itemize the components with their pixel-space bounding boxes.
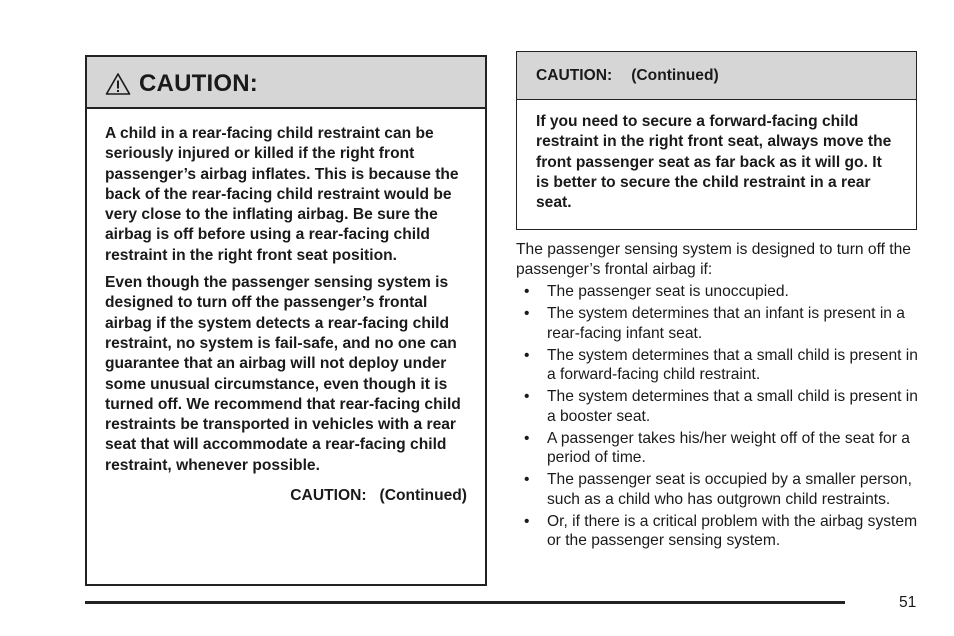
bullet-glyph: • [524,283,530,300]
caution-box [85,55,487,586]
list-item-text: A passenger takes his/her weight off of the seat for a period of time. [547,429,910,466]
footer-rule [85,601,845,604]
bullet-glyph: • [524,305,530,322]
list-item-text: The system determines that an infant is present in a rear-facing infant seat. [547,305,905,342]
caution-body [87,109,485,505]
warning-triangle-icon [105,72,131,96]
list-item [516,429,921,468]
body-text [516,240,921,553]
list-item [516,346,921,385]
caution-continued-body [517,100,916,213]
bullet-glyph: • [524,429,530,447]
page-number: 51 [899,594,917,611]
caution-paragraph: If you need to secure a forward-facing child restraint in the right front seat, always move the front passenger seat as far back as it will go. It is better to secure the child restraint in a rear seat. [536,113,892,212]
list-item-text: The passenger seat is unoccupied. [547,283,789,300]
caution-continued-box [516,51,917,230]
intro-paragraph: The passenger sensing system is designed to turn off the passenger’s frontal airbag if: [516,241,911,278]
caution-paragraph: Even though the passenger sensing system is designed to turn off the passenger’s frontal airbag if the system detects a rear-facing child restraint, no system is fail-safe, and no one can guarantee that an airbag will not deploy under some unusual circumstance, even though it is turned off. We recommend that rear-facing child restraints be transported in vehicles with a rear seat that will accommodate a rear-facing child restraint, whenever possible. [105,274,461,474]
list-item [516,470,921,509]
list-item [516,282,921,302]
caution-continued-label: CAUTION: (Continued) [290,487,467,505]
list-item [516,304,921,343]
list-item [516,387,921,426]
bullet-glyph: • [524,471,530,488]
bullet-glyph: • [524,512,530,530]
caution-title: CAUTION: [139,70,258,97]
bullet-glyph: • [524,346,530,364]
list-item-text: The passenger seat is occupied by a smaller person, such as a child who has outgrown child restraints. [547,471,912,508]
list-item [516,512,921,551]
caution-header [87,57,485,109]
caution-continued-header: CAUTION: (Continued) [517,52,916,100]
list-item-text: The system determines that a small child is present in a booster seat. [547,388,918,425]
list-item-text: The system determines that a small child is present in a forward-facing child restraint. [547,346,918,383]
list-item-text: Or, if there is a critical problem with the airbag system or the passenger sensing system. [547,512,918,549]
condition-list [516,282,921,551]
bullet-glyph: • [524,388,530,405]
caution-paragraph: A child in a rear-facing child restraint can be seriously injured or killed if the right front passenger’s airbag inflates. This is because the back of the rear-facing child restraint would be very close to the inflating airbag. Be sure the airbag is off before using a rear-facing child restraint in the right front seat position. [105,125,459,264]
